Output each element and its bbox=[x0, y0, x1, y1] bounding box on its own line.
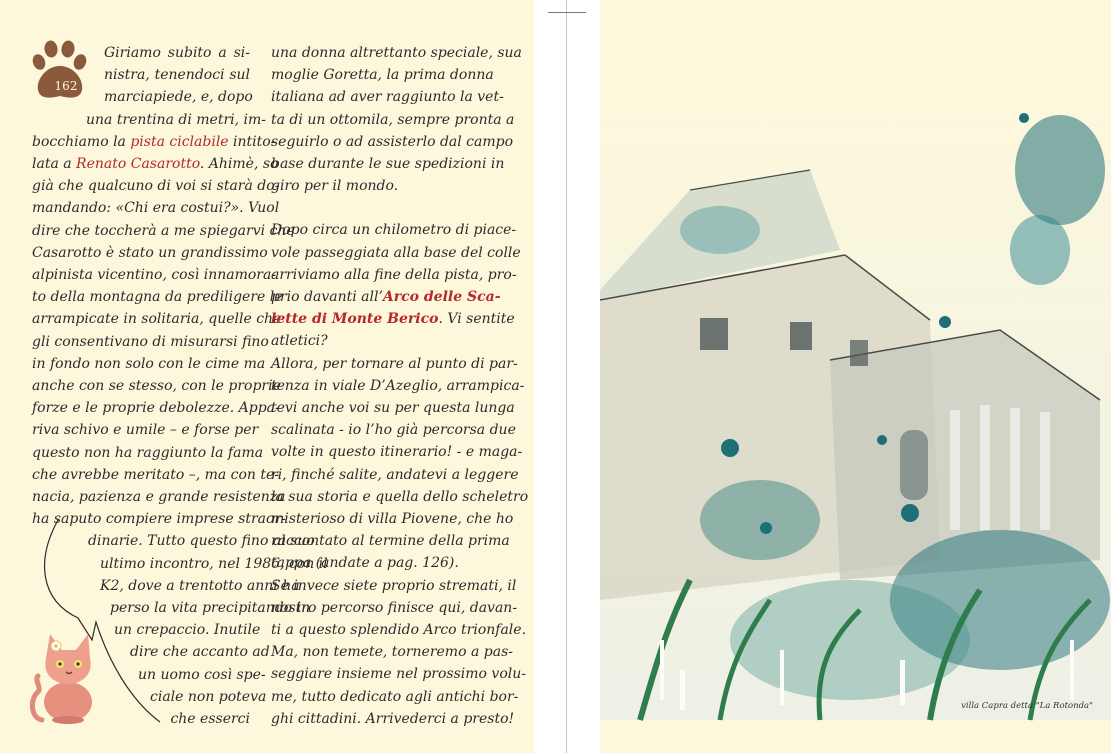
text-line: una donna altrettanto speciale, sua bbox=[271, 45, 522, 61]
text-line: la sua storia e quella dello scheletro bbox=[271, 488, 529, 505]
text-line: Allora, per tornare al punto di par- bbox=[271, 355, 518, 372]
text-line: nostro percorso finisce qui, davan- bbox=[271, 599, 518, 616]
text-line: me, tutto dedicato agli antichi bor- bbox=[271, 688, 519, 705]
text-line: in fondo non solo con le cime ma bbox=[32, 355, 266, 372]
text-line: tenza in viale D’Azeglio, arrampica- bbox=[271, 377, 525, 394]
text-line: che avrebbe meritato –, ma con te- bbox=[32, 466, 280, 483]
text-line: anche con se stesso, con le proprie bbox=[32, 378, 281, 395]
text-line: Giriamo subito a si- bbox=[104, 45, 250, 61]
text-line: un crepaccio. Inutile bbox=[114, 622, 261, 639]
text-line: ultimo incontro, nel 1986, con il bbox=[100, 555, 328, 572]
page-gutter bbox=[534, 0, 600, 753]
text-line: ri, finché salite, andatevi a leggere bbox=[271, 466, 519, 483]
text-line: già che qualcuno di voi si starà do- bbox=[32, 178, 280, 195]
text-line: un uomo così spe- bbox=[138, 666, 266, 683]
text-line: to della montagna da prediligere le bbox=[32, 289, 283, 306]
text-line: nacia, pazienza e grande resistenza bbox=[32, 489, 286, 506]
gutter-line bbox=[566, 0, 567, 753]
text-line: Ma, non temete, torneremo a pas- bbox=[271, 644, 513, 661]
cat-illustration bbox=[28, 628, 108, 724]
text-line: una trentina di metri, im- bbox=[86, 111, 266, 128]
text-line: ti a questo splendido Arco trionfale. bbox=[271, 622, 527, 639]
text-line: raccontato al termine della prima bbox=[271, 533, 510, 550]
text-line: lette di Monte Berico. Vi sentite bbox=[271, 311, 515, 328]
text-line: vole passeggiata alla base del colle bbox=[271, 244, 521, 261]
text-line: dire che accanto ad bbox=[130, 644, 270, 661]
painting-caption: villa Capra detta "La Rotonda" bbox=[961, 701, 1093, 711]
text-line: seguirlo o ad assisterlo dal campo bbox=[271, 133, 514, 150]
text-line: base durante le sue spedizioni in bbox=[271, 156, 505, 173]
text-line: mandando: «Chi era costui?». Vuol bbox=[32, 200, 280, 217]
text-column-right bbox=[271, 42, 529, 730]
text-line: ciale non poteva bbox=[150, 688, 267, 705]
text-line: questo non ha raggiunto la fama bbox=[32, 444, 264, 461]
text-line: volte in questo itinerario! - e maga- bbox=[271, 444, 523, 461]
text-line: Se invece siete proprio stremati, il bbox=[271, 577, 517, 594]
paragraph-gap bbox=[271, 197, 487, 219]
crop-mark bbox=[548, 12, 586, 13]
text-line: ghi cittadini. Arrivederci a presto! bbox=[271, 710, 515, 727]
text-line: dinarie. Tutto questo fino al suo bbox=[88, 533, 315, 550]
text-line: giro per il mondo. bbox=[271, 178, 399, 195]
text-line: seggiare insieme nel prossimo volu- bbox=[271, 666, 526, 683]
link-arco-scalette: Arco delle Sca- bbox=[382, 289, 501, 306]
text-line: italiana ad aver raggiunto la vet- bbox=[271, 89, 504, 106]
link-arco-scalette-cont: lette di Monte Berico bbox=[271, 311, 439, 328]
text-line: ha saputo compiere imprese straor- bbox=[32, 511, 286, 528]
text-line: perso la vita precipitando in bbox=[110, 600, 311, 617]
text-line: dire che toccherà a me spiegarvi che bbox=[32, 222, 295, 239]
text-line: Casarotto è stato un grandissimo bbox=[32, 244, 268, 261]
text-line: K2, dove a trentotto anni ha bbox=[100, 577, 300, 594]
text-line: nistra, tenendoci sul bbox=[104, 67, 250, 84]
text-line: misterioso di villa Piovene, che ho bbox=[271, 511, 514, 528]
text-line: riva schivo e umile – e forse per bbox=[32, 422, 259, 439]
text-line: atletici? bbox=[271, 333, 328, 350]
text-line: arriviamo alla fine della pista, pro- bbox=[271, 266, 517, 283]
text-line: arrampicate in solitaria, quelle che bbox=[32, 311, 282, 328]
text-line: bocchiamo la pista ciclabile intito- bbox=[32, 133, 276, 150]
watercolor-painting bbox=[600, 0, 1111, 753]
link-pista-ciclabile: pista ciclabile bbox=[130, 133, 229, 150]
link-renato-casarotto: Renato Casarotto bbox=[76, 156, 200, 173]
text-line: ta di un ottomila, sempre pronta a bbox=[271, 111, 515, 128]
text-line: forze e le proprie debolezze. Appa- bbox=[32, 400, 280, 417]
text-line: che esserci bbox=[170, 711, 250, 728]
text-line: prio davanti all’Arco delle Sca- bbox=[271, 289, 501, 306]
text-line: scalinata - io l’ho già percorsa due bbox=[271, 422, 516, 439]
text-line: gli consentivano di misurarsi fino bbox=[32, 333, 269, 350]
text-line: alpinista vicentino, così innamora- bbox=[32, 267, 277, 284]
text-line: marciapiede, e, dopo bbox=[104, 89, 253, 106]
text-line: moglie Goretta, la prima donna bbox=[271, 67, 494, 84]
text-line: lata a Renato Casarotto. Ahimè, so bbox=[32, 156, 279, 173]
text-line: tappa (andate a pag. 126). bbox=[271, 555, 459, 572]
text-line: Dopo circa un chilometro di piace- bbox=[271, 222, 517, 239]
text-line: tevi anche voi su per questa lunga bbox=[271, 400, 515, 417]
page-number: 162 bbox=[54, 79, 78, 93]
